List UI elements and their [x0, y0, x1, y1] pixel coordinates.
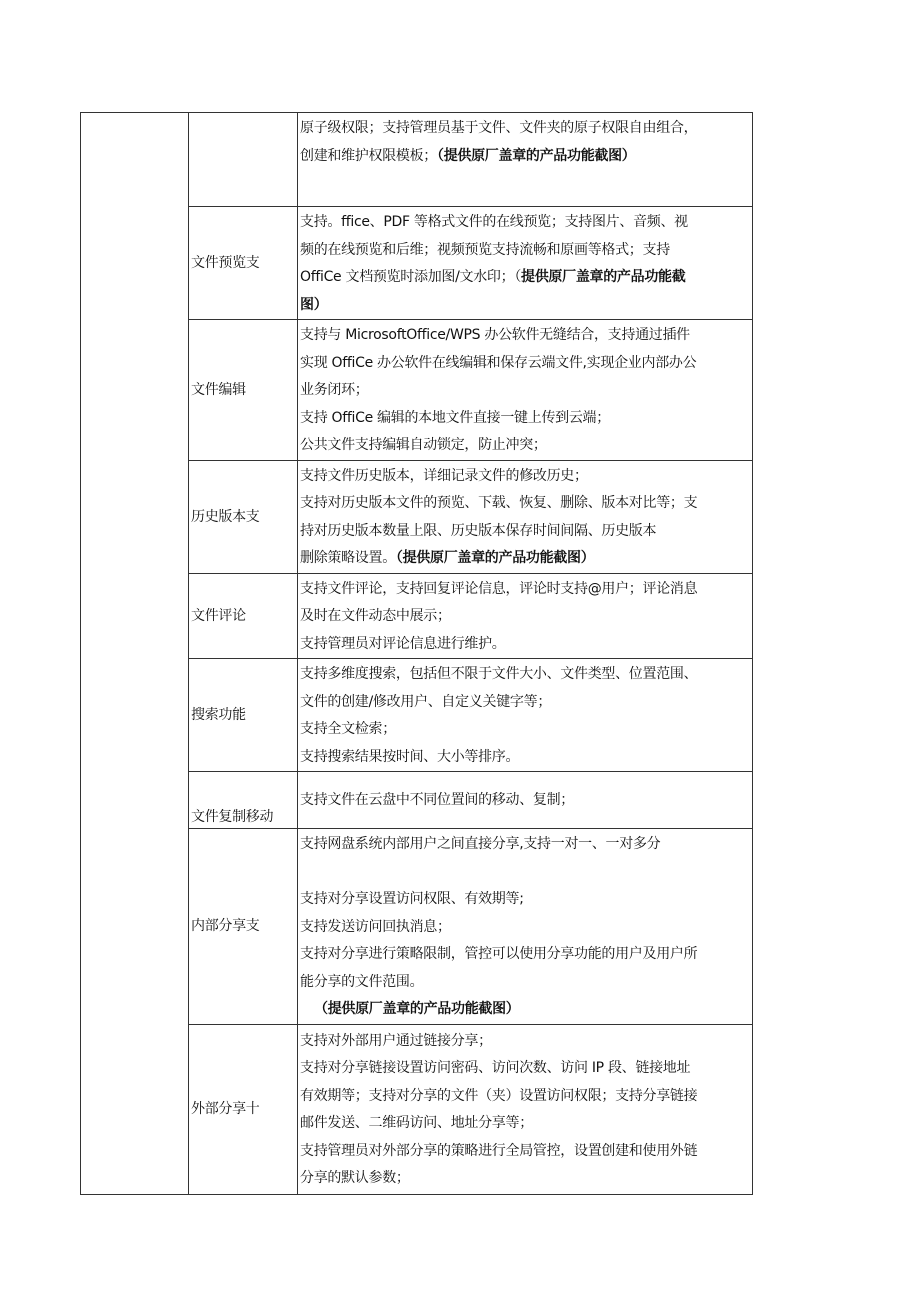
description-text: OffiCe 文档预览时添加图/文水印；（ [300, 269, 522, 285]
description-line [300, 350, 748, 378]
screenshot-requirement-note: 图） [300, 296, 328, 313]
description-line [300, 432, 748, 460]
description-text: 支持多维度搜索，包括但不限于文件大小、文件类型、位置范围、 [300, 666, 698, 682]
description-text: 支持对分享进行策略限制，管控可以使用分享功能的用户及用户所 [300, 946, 698, 962]
description-line [300, 787, 748, 815]
description-text: 支持管理员对评论信息进行维护。 [300, 635, 506, 652]
feature-name-cell: 文件编辑 [189, 320, 298, 461]
blank-line [300, 859, 748, 887]
description-text: 支持全文检索； [300, 721, 396, 737]
screenshot-requirement-note: 提供原厂盖章的产品功能截 [521, 269, 686, 285]
description-line [300, 115, 748, 143]
description-line [300, 1110, 748, 1138]
feature-description-cell [298, 772, 753, 829]
description-text: 支持与 MicrosoftOffice/WPS 办公软件无缝结合，支持通过插件 [300, 327, 690, 343]
description-line [300, 969, 748, 997]
description-line [300, 576, 748, 604]
description-line [300, 545, 748, 573]
description-text: 支持 OffiCe 编辑的本地文件直接一键上传到云端； [300, 409, 610, 426]
description-text: 支持对外部用户通过链接分享； [300, 1032, 492, 1049]
description-text: 持对历史版本数量上限、历史版本保存时间间隔、历史版本 [300, 522, 657, 539]
feature-description-cell [298, 460, 753, 573]
feature-name-cell: 外部分享十 [189, 1024, 298, 1194]
description-text: 公共文件支持编辑自动锁定，防止冲突； [300, 437, 547, 453]
feature-name-cell: 文件预览支 [189, 207, 298, 320]
description-text: 支持搜索结果按时间、大小等排序。 [300, 748, 520, 765]
description-text: 支持对历史版本文件的预览、下载、恢复、删除、版本对比等；支 [300, 495, 698, 511]
feature-name-cell: 搜索功能 [189, 659, 298, 772]
description-line [300, 831, 748, 859]
feature-name-cell: 内部分享支 [189, 829, 298, 1025]
feature-description-cell [298, 573, 753, 659]
feature-description-cell [298, 207, 753, 320]
feature-description-cell [298, 829, 753, 1025]
description-line [300, 143, 748, 171]
description-text: 能分享的文件范围。 [300, 973, 424, 990]
description-text: 原子级权限；支持管理员基于文件、文件夹的原子权限自由组合， [300, 120, 698, 136]
description-line [300, 292, 748, 320]
description-line [300, 716, 748, 744]
description-text: 支持文件历史版本，详细记录文件的修改历史； [300, 467, 588, 484]
description-text: 支持文件评论，支持回复评论信息，评论时支持@用户；评论消息 [300, 580, 698, 597]
feature-description-cell [298, 113, 753, 207]
description-text: 业务闭环； [300, 382, 369, 398]
description-line [300, 603, 748, 631]
feature-name-cell: 文件评论 [189, 573, 298, 659]
screenshot-requirement-note: （提供原厂盖章的产品功能截图） [437, 147, 636, 164]
description-line [300, 1083, 748, 1111]
table-row [81, 113, 753, 207]
description-line [300, 322, 748, 350]
description-text: 分享的默认参数； [300, 1170, 410, 1186]
description-line [300, 1028, 748, 1056]
description-line [300, 631, 748, 659]
category-cell [81, 113, 189, 1195]
description-line [300, 377, 748, 405]
feature-description-cell [298, 320, 753, 461]
feature-name-cell [189, 113, 298, 207]
description-text: 删除策略设置。 [300, 550, 396, 566]
description-line [300, 463, 748, 491]
description-text: 文件的创建/修改用户、自定义关键字等； [300, 693, 552, 710]
description-line [300, 941, 748, 969]
description-text: 实现 OffiCe 办公软件在线编辑和保存云端文件,实现企业内部办公 [300, 354, 697, 371]
description-text: 邮件发送、二维码访问、地址分享等； [300, 1115, 533, 1131]
description-line [300, 661, 748, 689]
screenshot-requirement-note: （提供原厂盖章的产品功能截图） [314, 1001, 520, 1017]
description-line [300, 744, 748, 772]
description-text: 支持。ffice、PDF 等格式文件的在线预览；支持图片、音频、视 [300, 214, 688, 230]
description-text: 创建和维护权限模板； [300, 147, 437, 164]
screenshot-requirement-note: （提供原厂盖章的产品功能截图） [395, 550, 595, 566]
description-text: 及时在文件动态中展示； [300, 608, 451, 624]
feature-description-cell [298, 659, 753, 772]
description-line [300, 237, 748, 265]
description-line [300, 405, 748, 433]
description-line [300, 1165, 748, 1193]
description-text: 支持文件在云盘中不同位置间的移动、复制； [300, 792, 574, 809]
description-text: 支持网盘系统内部用户之间直接分享,支持一对一、一对多分 [300, 836, 661, 852]
feature-name-cell: 文件复制移动 [189, 772, 298, 829]
description-text: 支持发送访问回执消息； [300, 918, 451, 935]
description-text: 支持管理员对外部分享的策略进行全局管控，设置创建和使用外链 [300, 1142, 698, 1159]
description-text: 有效期等；支持对分享的文件（夹）设置访问权限；支持分享链接 [300, 1087, 698, 1104]
feature-description-cell [298, 1024, 753, 1194]
description-text: 支持对分享设置访问权限、有效期等; [300, 891, 524, 907]
description-line [300, 914, 748, 942]
description-text: 支持对分享链接设置访问密码、访问次数、访问 IP 段、链接地址 [300, 1060, 691, 1076]
feature-name-cell: 历史版本支 [189, 460, 298, 573]
description-line [300, 1055, 748, 1083]
description-line [300, 886, 748, 914]
description-text: 频的在线预览和后维；视频预览支持流畅和原画等格式；支持 [300, 241, 670, 258]
description-line [300, 490, 748, 518]
description-line [300, 689, 748, 717]
spec-table [80, 112, 753, 1195]
description-line [300, 996, 748, 1024]
description-line [300, 264, 748, 292]
description-line [300, 209, 748, 237]
description-line [300, 1138, 748, 1166]
description-line [300, 518, 748, 546]
